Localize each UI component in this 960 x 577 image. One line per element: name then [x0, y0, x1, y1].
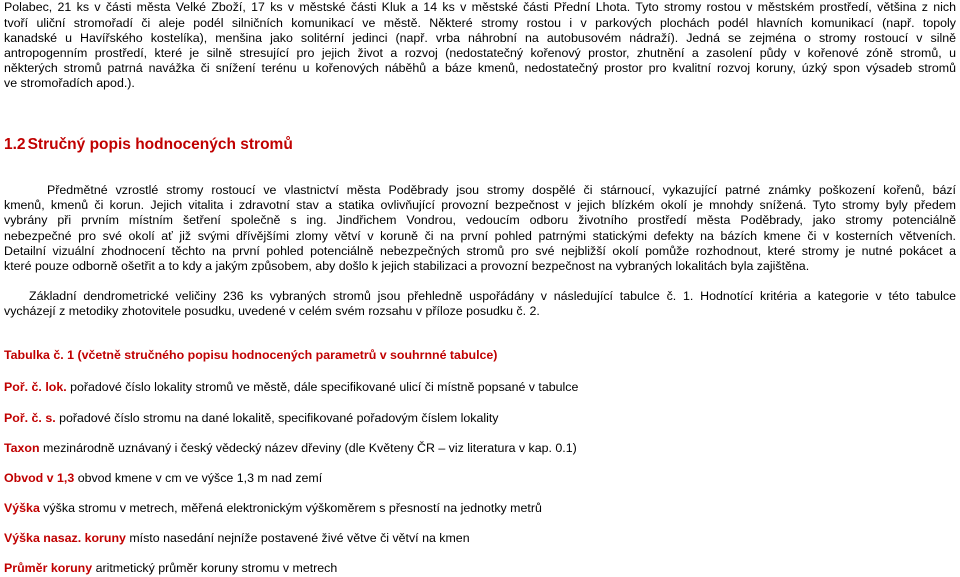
definition-desc: aritmetický průměr koruny stromu v metrech — [92, 561, 338, 575]
intro-line: Polabec, 21 ks v části města Velké Zboží, 17 ks v městské části Kluk a 14 ks v městské části Přední Lhota. Tyto stromy rostou v městském prostředí, většina z nich — [4, 0, 956, 14]
paragraph1-line: které pouze odborně ošetřit a to kdy a jakým způsobem, aby došlo k jejich stabilizaci a provozní bezpečnost na vybraných lokalitách byla zajištěna. — [4, 259, 810, 273]
definition-term: Taxon — [4, 441, 40, 455]
section-title: Stručný popis hodnocených stromů — [27, 136, 293, 153]
definition-desc: pořadové číslo stromu na dané lokalitě, specifikované pořadovým číslem lokality — [55, 411, 499, 425]
intro-line: kanadské u Havířského kostelíka), menšina jako solitérní jedinci (např. vrba náhrobní na autobusovém nádraží). Jedná se zejména o stromy rostoucí v silně — [4, 31, 956, 45]
paragraph1-line: nebezpečné pro své okolí ať již svými dřívějšími zlomy větví v koruně či na první pohled patrnými statickými defekty na bázích kmene či v kosterních větveních. — [4, 229, 956, 243]
paragraph2-line: Základní dendrometrické veličiny 236 ks vybraných stromů jsou přehledně uspořádány v následující tabulce č. 1. Hodnotící kritéria a kategorie v této tabulce — [29, 289, 956, 303]
intro-line: některých stromů patrná navážka či snížení terénu u kořenových náběhů a báze kmenů, nedostatečný prostor pro kvalitní rozvoj koruny, úzký spon výsadeb stromů — [4, 61, 956, 75]
section-number: 1.2 — [4, 136, 26, 153]
definition-term: Výška — [4, 501, 40, 515]
paragraph1-line: vybrány při prvním místním šetření společně s ing. Jindřichem Vondrou, vedoucím odboru životního prostředí města Poděbrady, jako stromy potenciálně — [4, 213, 956, 227]
intro-line: tvoří uliční stromořadí či aleje podél silničních komunikací ve městě. Některé stromy rostou i v parkových plochách podél hlavních komunikací (např. topoly — [4, 16, 956, 30]
section-heading — [4, 135, 293, 155]
definition-item — [4, 411, 956, 426]
paragraph1-line: kmenů, kmenů či korun. Jejich vitalita i zdravotní stav a statika ovlivňující provozní bezpečnost v jejich blízkém okolí je mnohdy snížená. Tyto stromy byly předem — [4, 198, 956, 212]
table-caption: Tabulka č. 1 (včetně stručného popisu hodnocených parametrů v souhrnné tabulce) — [4, 348, 498, 362]
paragraph1-line: Detailní vizuální zhodnocení těchto na první pohled potenciálně nebezpečných stromů pro své nejbližší okolí pomůže rozhodnout, které stromy je nutné pokácet a — [4, 244, 956, 258]
definition-term: Poř. č. s. — [4, 411, 56, 425]
intro-line: ve stromořadích apod.). — [4, 76, 135, 90]
definition-term: Poř. č. lok. — [4, 380, 67, 394]
definition-item — [4, 441, 956, 456]
definition-term: Obvod v 1,3 — [4, 471, 75, 485]
definition-item — [4, 501, 956, 516]
definition-term: Výška nasaz. koruny — [4, 531, 126, 545]
definition-desc: obvod kmene v cm ve výšce 1,3 m nad zemí — [74, 471, 323, 485]
definition-item — [4, 561, 956, 576]
definition-item — [4, 531, 956, 546]
paragraph2-line: vycházejí z metodiky zhotovitele posudku, uvedené v celém svém rozsahu v příloze posudku č. 2. — [4, 304, 540, 318]
definition-item — [4, 380, 956, 395]
definition-desc: pořadové číslo lokality stromů ve městě, dále specifikované ulicí či místně popsané v tabulce — [66, 380, 579, 394]
paragraph1-line: Předmětné vzrostlé stromy rostoucí ve vlastnictví města Poděbrady jsou stromy dospělé či stárnoucí, vykazující patrné známky poškození kořenů, bází — [47, 183, 956, 197]
intro-line: antropogenním prostředí, které je silně stresující pro jejich život a rozvoj (nedostatečný kořenový prostor, zhutnění a zasolení půdy v kořenové zóně stromů, u — [4, 46, 956, 60]
definition-item — [4, 471, 956, 486]
definition-term: Průměr koruny — [4, 561, 93, 575]
definition-desc: výška stromu v metrech, měřená elektronickým výškoměrem s přesností na jednotky metrů — [39, 501, 542, 515]
definition-desc: mezinárodně uznávaný i český vědecký název dřeviny (dle Květeny ČR – viz literatura v kap. 0.1) — [39, 441, 577, 455]
definition-desc: místo nasedání nejníže postavené živé větve či větví na kmen — [125, 531, 470, 545]
